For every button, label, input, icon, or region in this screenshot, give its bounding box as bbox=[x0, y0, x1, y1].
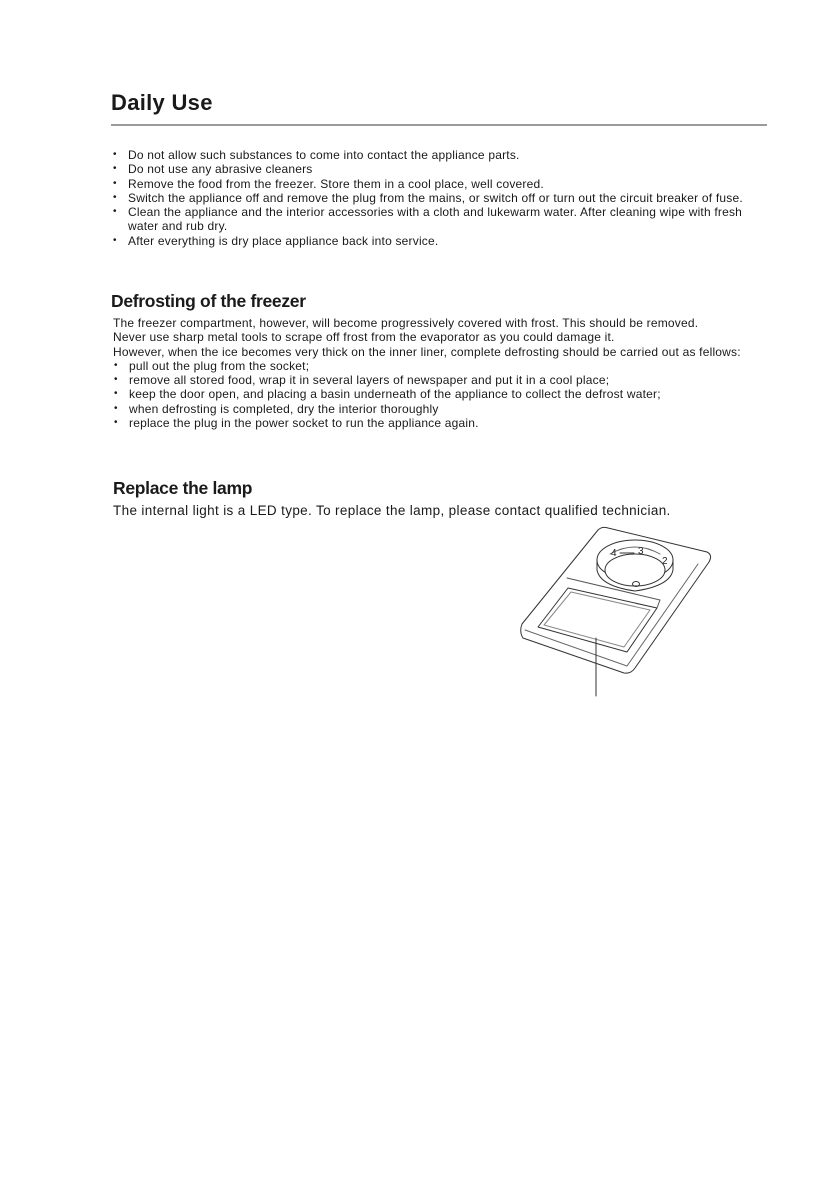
lamp-instructions: The internal light is a LED type. To replace the lamp, please contact qualified technician. bbox=[113, 503, 671, 518]
thermostat-dial bbox=[597, 540, 673, 591]
page-title: Daily Use bbox=[111, 90, 213, 115]
lamp-cover-illustration bbox=[510, 520, 720, 700]
list-item: • Do not allow such substances to come into contact the appliance parts. bbox=[112, 148, 772, 162]
list-item: • Clean the appliance and the interior accessories with a cloth and lukewarm water. After cleaning wipe with fresh water and rub dry. bbox=[112, 205, 772, 234]
defrosting-body bbox=[113, 316, 773, 430]
defrosting-steps bbox=[113, 359, 773, 430]
daily-use-list bbox=[112, 148, 772, 248]
list-item: • remove all stored food, wrap it in several layers of newspaper and put it in a cool place; bbox=[113, 373, 773, 387]
dial-number: 2 bbox=[662, 556, 668, 567]
list-item: • Do not use any abrasive cleaners bbox=[112, 162, 772, 176]
dial-number: 4 bbox=[611, 548, 617, 559]
list-item: • keep the door open, and placing a basin underneath of the appliance to collect the defrost water; bbox=[113, 387, 773, 401]
defrosting-paragraph: The freezer compartment, however, will become progressively covered with frost. This should be removed. bbox=[113, 316, 699, 330]
defrosting-paragraph: However, when the ice becomes very thick on the inner liner, complete defrosting should be carried out as fellows: bbox=[113, 344, 741, 359]
dial-number: 3 bbox=[638, 546, 644, 557]
defrosting-heading: Defrosting of the freezer bbox=[111, 291, 306, 311]
list-item: • Remove the food from the freezer. Store them in a cool place, well covered. bbox=[112, 177, 772, 191]
lamp-heading: Replace the lamp bbox=[113, 478, 253, 498]
list-item: • when defrosting is completed, dry the interior thoroughly bbox=[113, 402, 773, 416]
list-item: • pull out the plug from the socket; bbox=[113, 359, 773, 373]
defrosting-paragraph: Never use sharp metal tools to scrape off frost from the evaporator as you could damage it. bbox=[113, 330, 615, 345]
lamp-lens-inner bbox=[544, 592, 650, 647]
title-divider bbox=[111, 124, 767, 126]
list-item: • Switch the appliance off and remove the plug from the mains, or switch off or turn out the circuit breaker of fuse. bbox=[112, 191, 772, 205]
list-item: • After everything is dry place appliance back into service. bbox=[112, 234, 772, 248]
list-item: • replace the plug in the power socket to run the appliance again. bbox=[113, 416, 773, 430]
